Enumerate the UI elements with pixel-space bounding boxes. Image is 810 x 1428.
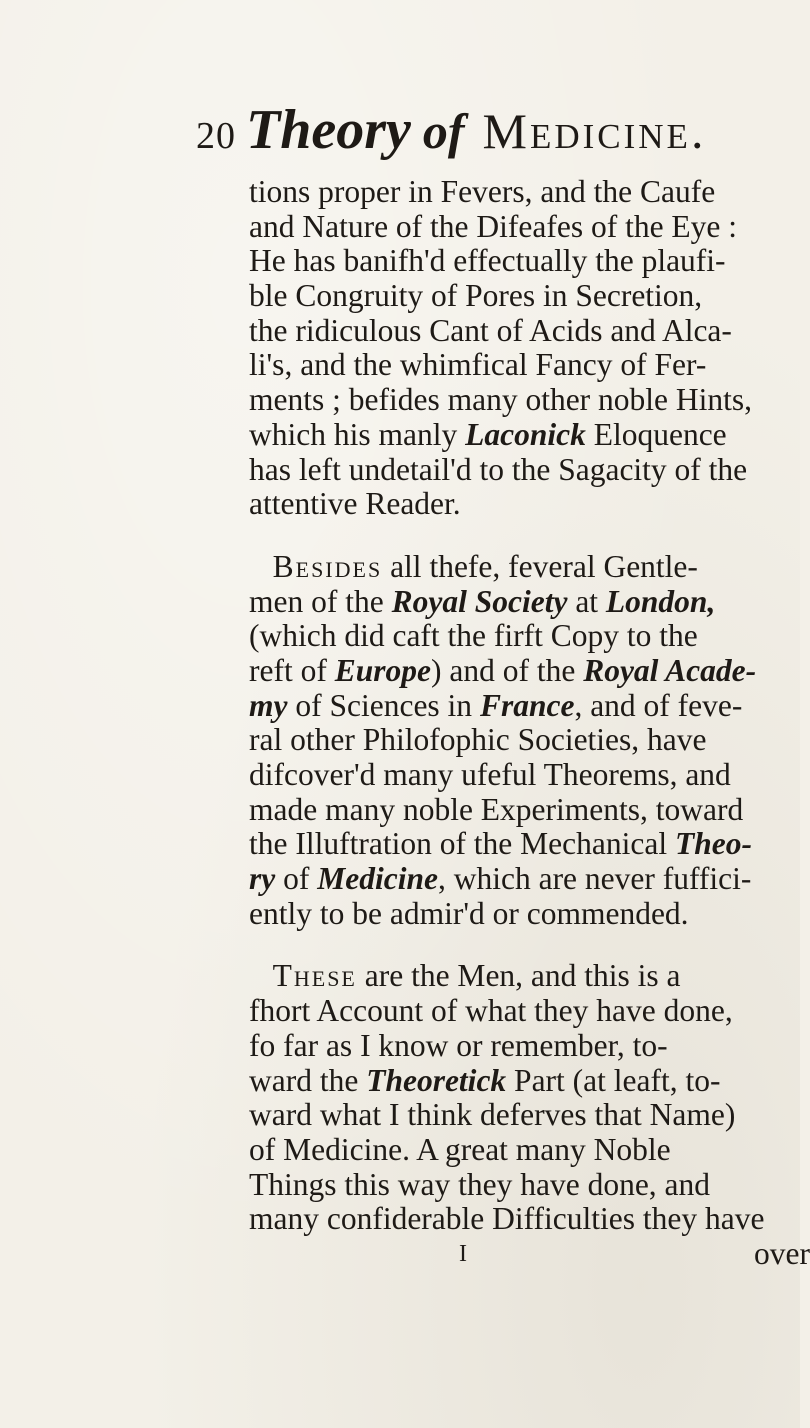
italic-term: my [249,687,288,723]
text-line [249,862,789,897]
italic-term: Europe [334,652,431,688]
italic-term: ry [249,861,276,897]
text-line: ward what I think deferves that Name) [249,1097,736,1133]
text-fragment: of Sciences in [287,687,480,723]
text-line: ently to be admir'd or commended. [249,895,689,931]
small-caps-opening: These [272,958,357,994]
italic-term: Theo- [674,826,752,862]
text-line: ble Congruity of Pores in Secretion, [249,278,703,314]
text-line: Things this way they have done, and [249,1166,711,1202]
text-line: ral other Philofophic Societies, have [249,722,707,758]
text-fragment: ward the [249,1062,367,1098]
text-line [249,418,789,453]
text-line: and Nature of the Difeafes of the Eye : [249,208,738,244]
text-line: attentive Reader. [249,486,461,522]
text-line: tions proper in Fevers, and the Caufe [249,174,716,209]
text-fragment: reft of [249,652,335,688]
text-line: ments ; befides many other noble Hints, [249,382,753,418]
text-line: fo far as I know or remember, to- [249,1027,668,1063]
signature-mark: I [459,1240,467,1267]
text-line [249,585,789,620]
text-fragment: the Illuftration of the Mechanical [249,826,675,862]
text-line [249,689,789,724]
header-title-medicine: Medicine. [482,103,707,159]
paragraph-gap [249,931,789,959]
small-caps-opening: Besides [272,548,383,584]
italic-term: Medicine [317,861,438,897]
text-line [249,654,789,689]
body-text [249,174,810,1272]
text-line: many confiderable Difficulties they have [249,1201,765,1237]
header-title-of: of [422,103,465,159]
text-line: difcover'd many ufeful Theorems, and [249,757,731,792]
italic-term: Royal Society [391,583,568,619]
text-line: (which did caft the firft Copy to the [249,618,698,654]
italic-term: London, [605,583,716,619]
text-fragment: which his manly [249,416,466,452]
text-fragment: all thefe, feveral Gentle- [382,548,698,584]
text-line [249,959,789,994]
catchword: over [754,1235,810,1271]
italic-term: Royal Acade- [583,652,757,688]
page-number: 20 [196,115,236,157]
text-fragment: men of the [249,583,392,619]
text-fragment: Eloquence [585,416,727,452]
running-header [196,98,756,162]
header-title-theory: Theory [246,99,411,161]
text-fragment: , and of feve- [574,687,743,723]
text-line [249,1064,789,1099]
text-line: li's, and the whimfical Fancy of Fer- [249,347,707,383]
text-line [249,550,789,585]
italic-term: France [479,687,575,723]
text-fragment: at [567,583,606,619]
text-line: of Medicine. A great many Noble [249,1131,671,1167]
text-line: fhort Account of what they have done, [249,993,733,1029]
text-fragment: are the Men, and this is a [356,958,681,994]
text-line: He has banifh'd effectually the plaufi- [249,243,726,279]
text-line: made many noble Experiments, toward [249,791,744,827]
paragraph-gap [249,522,789,550]
text-line: has left undetail'd to the Sagacity of the [249,451,748,487]
text-line [249,827,789,862]
italic-term: Theoretick [366,1062,507,1098]
text-fragment: of [275,861,318,897]
text-fragment: Part (at leaft, to- [506,1062,721,1098]
text-fragment: ) and of the [430,652,584,688]
text-line: the ridiculous Cant of Acids and Alca- [249,312,732,348]
italic-term: Laconick [465,416,586,452]
page-footer [249,1235,810,1272]
text-fragment: , which are never fuffici- [437,861,752,897]
